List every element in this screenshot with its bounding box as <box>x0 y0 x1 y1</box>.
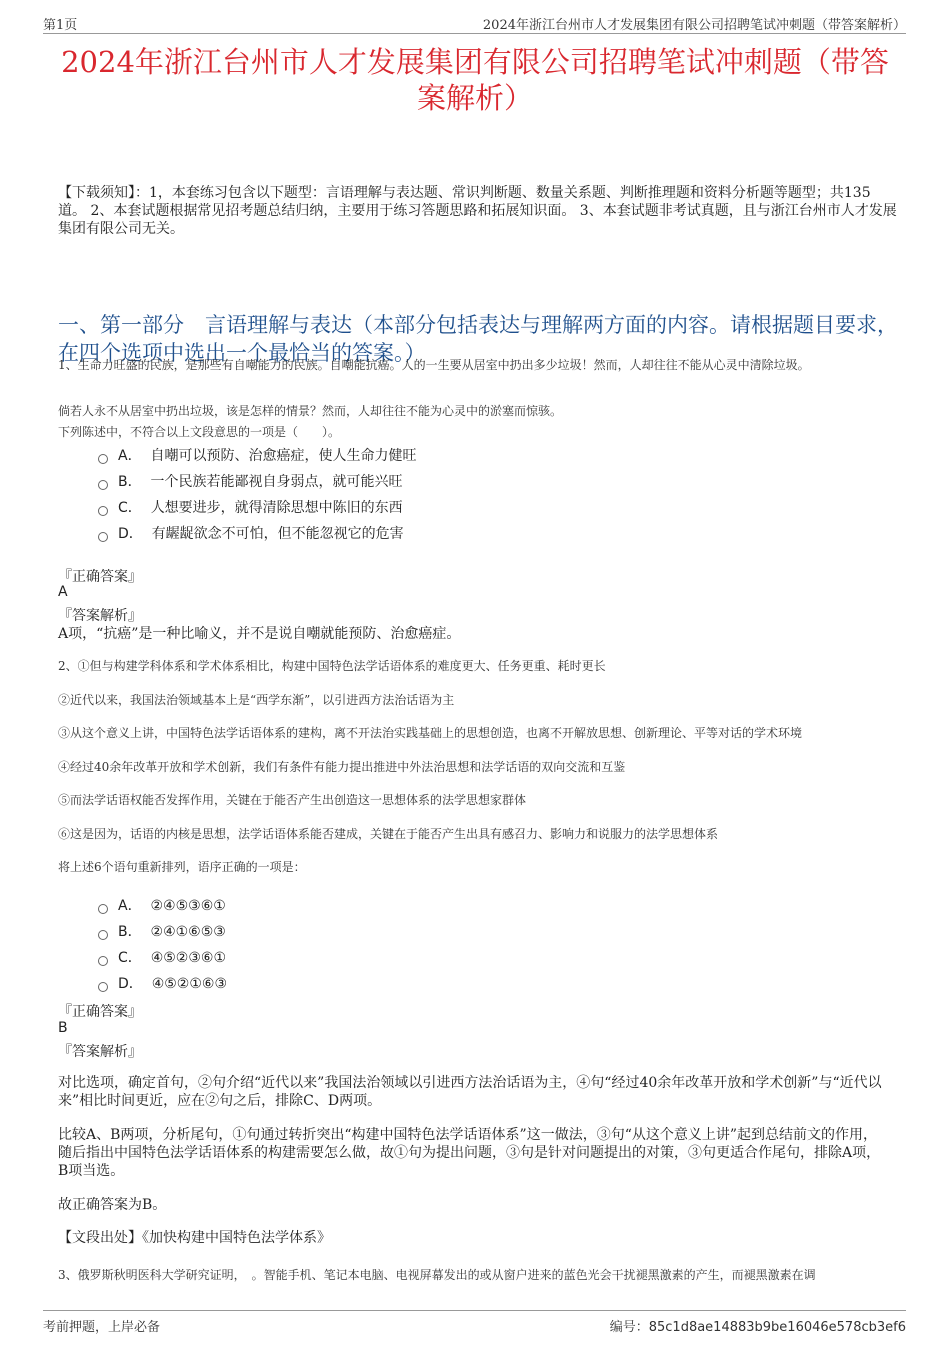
q1-stem-line-1: 1、生命力旺盛的民族，是那些有自嘲能力的民族。自嘲能抗癌。人的一生要从居室中扔出多少垃圾！然而，人却往往不能从心灵中清除垃圾。 <box>58 358 810 372</box>
option-letter: C． <box>118 950 142 966</box>
q1-option-c[interactable] <box>98 497 403 517</box>
q2-line: ⑤而法学话语权能否发挥作用，关键在于能否产生出创造这一思想体系的法学思想家群体 <box>58 793 527 807</box>
q1-option-d[interactable] <box>98 523 404 543</box>
q2-option-a[interactable] <box>98 895 226 915</box>
footer-code-label: 编号： <box>609 1320 649 1335</box>
q2-option-d[interactable] <box>98 973 227 993</box>
q1-answer-label: 『正确答案』 <box>58 569 142 585</box>
radio-icon[interactable] <box>98 506 108 516</box>
q2-analysis-label: 『答案解析』 <box>58 1044 142 1060</box>
option-text: ②④①⑥⑤③ <box>150 924 226 940</box>
option-letter: C． <box>118 500 142 516</box>
q2-line: ③从这个意义上讲，中国特色法学话语体系的建构，离不开法治实践基础上的思想创造，也离不开解放思想、创新理论、平等对话的学术环境 <box>58 726 803 740</box>
q2-line: 2、①但与构建学科体系和学术体系相比，构建中国特色法学话语体系的难度更大、任务更重、耗时更长 <box>58 659 606 673</box>
option-text: 自嘲可以预防、治愈癌症，使人生命力健旺 <box>150 448 417 464</box>
q2-line: ④经过40余年改革开放和学术创新，我们有条件有能力提出推进中外法治思想和法学话语的双向交流和互鉴 <box>58 760 626 774</box>
option-text: 人想要进步，就得清除思想中陈旧的东西 <box>150 500 403 516</box>
q2-source: 【文段出处】《加快构建中国特色法学体系》 <box>58 1230 331 1246</box>
footer-code <box>610 1316 906 1335</box>
q1-option-a[interactable] <box>98 445 416 465</box>
radio-icon[interactable] <box>98 532 108 542</box>
radio-icon[interactable] <box>98 930 108 940</box>
option-text: 有龌龊欲念不可怕，但不能忽视它的危害 <box>151 526 404 542</box>
document-title: 2024年浙江台州市人才发展集团有限公司招聘笔试冲刺题（带答案解析） <box>61 45 889 115</box>
download-notice: 【下载须知】：1，本套练习包含以下题型：言语理解与表达题、常识判断题、数量关系题、判断推理题和资料分析题等题型；共135道。 2、本套试题根据常见招考题总结归纳，主要用于练习答题思路和拓展知识面。 3、本套试题非考试真题，且与浙江台州市人才发展集团有限公司无关。 <box>58 185 897 237</box>
section-title: 一、第一部分 言语理解与表达（本部分包括表达与理解两方面的内容。请根据题目要求，在四个选项中选出一个最恰当的答案。） <box>58 313 898 365</box>
option-text: ④⑤②③⑥① <box>150 950 226 966</box>
radio-icon[interactable] <box>98 982 108 992</box>
option-letter: B． <box>118 474 142 490</box>
q2-option-c[interactable] <box>98 947 226 967</box>
q3-stem: 3、俄罗斯秋明医科大学研究证明， 。智能手机、笔记本电脑、电视屏幕发出的或从窗户进来的蓝色光会干扰褪黑激素的产生，而褪黑激素在调 <box>58 1268 816 1282</box>
q2-option-b[interactable] <box>98 921 226 941</box>
option-letter: D． <box>118 976 143 992</box>
q1-stem-line-2: 倘若人永不从居室中扔出垃圾，该是怎样的情景？然而，人却往往不能为心灵中的淤塞而惊骇。 <box>58 404 563 418</box>
option-text: 一个民族若能鄙视自身弱点，就可能兴旺 <box>150 474 403 490</box>
q2-answer-value: B <box>58 1020 68 1036</box>
radio-icon[interactable] <box>98 454 108 464</box>
q2-question: 将上述6个语句重新排列，语序正确的一项是： <box>58 860 306 874</box>
q2-analysis-paragraph-2: 比较A、B两项，分析尾句，①句通过转折突出“构建中国特色法学话语体系”这一做法，③句“从这个意义上讲”起到总结前文的作用，随后指出中国特色法学话语体系的构建需要怎么做，故①句为提出问题，③句是针对问题提出的对策，③句更适合作尾句，排除A项，B项当选。 <box>58 1127 881 1179</box>
option-text: ②④⑤③⑥① <box>150 898 226 914</box>
option-letter: D． <box>118 526 143 542</box>
radio-icon[interactable] <box>98 956 108 966</box>
header-doc-title: 2024年浙江台州市人才发展集团有限公司招聘笔试冲刺题（带答案解析） <box>482 18 906 33</box>
q1-stem-line-3: 下列陈述中，不符合以上文段意思的一项是（ ）。 <box>58 425 341 439</box>
radio-icon[interactable] <box>98 904 108 914</box>
q1-option-b[interactable] <box>98 471 403 491</box>
q1-analysis-text: A项，“抗癌”是一种比喻义，并不是说自嘲就能预防、治愈癌症。 <box>58 626 461 642</box>
option-letter: A． <box>118 898 142 914</box>
option-letter: B． <box>118 924 142 940</box>
page-number: 第1页 <box>43 18 78 33</box>
q2-line: ⑥这是因为，话语的内核是思想，法学话语体系能否建成，关键在于能否产生出具有感召力、影响力和说服力的法学思想体系 <box>58 827 719 841</box>
footer-divider <box>43 1310 906 1311</box>
q2-analysis-paragraph-1: 对比选项，确定首句，②句介绍“近代以来”我国法治领域以引进西方法治话语为主，④句“经过40余年改革开放和学术创新”与“近代以来”相比时间更近，应在②句之后，排除C、D两项。 <box>58 1075 882 1109</box>
footer-code-value: 85c1d8ae14883b9be16046e578cb3ef6 <box>648 1320 906 1335</box>
option-text: ④⑤②①⑥③ <box>151 976 227 992</box>
q1-answer-value: A <box>58 584 68 600</box>
q2-line: ②近代以来，我国法治领域基本上是“西学东渐”，以引进西方法治话语为主 <box>58 693 455 707</box>
header-divider <box>43 33 906 34</box>
option-letter: A． <box>118 448 142 464</box>
footer-slogan: 考前押题，上岸必备 <box>43 1320 161 1335</box>
q2-analysis-conclusion: 故正确答案为B。 <box>58 1197 167 1213</box>
q2-answer-label: 『正确答案』 <box>58 1004 142 1020</box>
radio-icon[interactable] <box>98 480 108 490</box>
q1-analysis-label: 『答案解析』 <box>58 608 142 624</box>
